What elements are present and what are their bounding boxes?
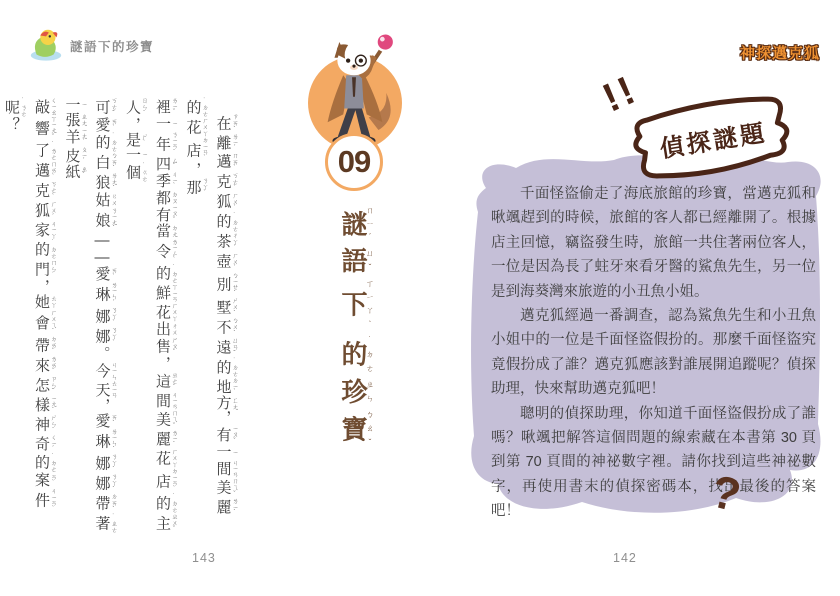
puzzle-paragraph: 千面怪盜偷走了海底旅館的珍寶，當邁克狐和啾颯趕到的時候，旅館的客人都已經離開了。根據店主回憶，竊盜發生時，旅館一共住著兩位客人，一位是因為長了蛀牙來看牙醫的鯊魚先生，另一位是到海葵灣來旅遊的小丑魚小姐。 <box>491 186 816 300</box>
puzzle-paragraph: 邁克狐經過一番調查，認為鯊魚先生和小丑魚小姐中的一位是千面怪盜假扮的。那麼千面怪盜究竟假扮成了誰？邁克狐應該對誰展開追蹤呢？偵探助理，快來幫助邁克狐吧！ <box>491 308 816 398</box>
chapter-title: 謎ㄇㄧˊ語ㄩˇ下ㄒㄧㄚˋ的˙ㄉㄜ珍ㄓㄣ寶ㄅㄠˇ <box>338 206 375 453</box>
chapter-number-badge <box>325 133 383 191</box>
banner-label: 偵探謎題 <box>658 119 769 163</box>
text-column: 在 ㄗㄞˋ離 ㄌㄧˊ邁 ㄇㄞˋ克 ㄎㄜˋ狐 ㄏㄨˊ的 ˙ㄉㄜ茶 ㄔㄚˊ壺 ㄏㄨˊ別 ㄅㄧㄝˊ墅 ㄕㄨˋ不 ㄅㄨˋ遠 ㄩㄢˇ的 ˙ㄉㄜ地 ㄉㄧˋ方 ㄈㄤ，有 ㄧㄡˇ一 ㄧ間 ㄐㄧㄢ美 ㄇㄟˇ麗 ㄌㄧˋ的 ˙ㄉㄜ花 ㄏㄨㄚ店 ㄉㄧㄢˋ，那 ㄋㄚˋ <box>184 97 238 516</box>
puzzle-paragraph: 聰明的偵探助理，你知道千面怪盜假扮成了誰嗎？啾颯把解答這個問題的線索藏在本書第 30 頁到第 70 頁間的神祕數字裡。請你找到這些神祕數字，再使用書末的偵探密碼本，找出最後的答案吧！ <box>491 405 816 520</box>
exclamation-marks-decoration: !! <box>596 67 644 121</box>
right-page-number: 142 <box>613 551 637 565</box>
question-mark-decoration: ? <box>706 464 746 522</box>
text-column: 敲 ㄑㄧㄠ響 ㄒㄧㄤˇ了 ˙ㄌㄜ邁 ㄇㄞˋ克 ㄎㄜˋ狐 ㄏㄨˊ家 ㄐㄧㄚ的 ˙ㄉㄜ門 ㄇㄣˊ，她 ㄊㄚ會 ㄏㄨㄟˋ帶 ㄉㄞˋ來 ㄌㄞˊ怎 ㄗㄣˇ樣 ㄧㄤˋ神 ㄕㄣˊ奇 ㄑㄧˊ的 ˙ㄉㄜ案 ㄢˋ件 ㄐㄧㄢˋ呢 ˙ㄋㄜ？ <box>3 97 57 513</box>
puzzle-text-block <box>491 182 816 524</box>
left-page-number: 143 <box>192 551 216 565</box>
book-title: 謎語下的珍寶 <box>70 40 155 54</box>
chapter-number: 09 <box>337 144 371 179</box>
duck-mascot-logo-icon <box>27 26 65 62</box>
story-text-block <box>3 97 238 533</box>
text-column: 可 ㄎㄜˇ愛 ㄞˋ的 ˙ㄉㄜ白 ㄅㄞˊ狼 ㄌㄤˊ姑 ㄍㄨ娘 ㄋㄧㄤˊ——愛 ㄞˋ琳 ㄌㄧㄣˊ娜 ㄋㄚˋ娜 ㄋㄚˋ。今 ㄐㄧㄣ天 ㄊㄧㄢ，愛 ㄞˋ琳 ㄌㄧㄣˊ娜 ㄋㄚˋ娜 ㄋㄚˋ帶 ㄉㄞˋ著 ˙ㄓㄜ一 ㄧ張 ㄓㄤ羊 ㄧㄤˊ皮 ㄆㄧˊ紙 ㄓˇ <box>63 97 117 533</box>
series-label: 神探邁克狐 <box>739 45 820 62</box>
text-column: 裡 ㄌㄧˇ一 ㄧ年 ㄋㄧㄢˊ四 ㄙˋ季 ㄐㄧˋ都 ㄉㄡ有 ㄧㄡˇ當 ㄉㄤ令 ㄌㄧㄥˋ的 ˙ㄉㄜ鮮 ㄒㄧㄢ花 ㄏㄨㄚ出 ㄔㄨ售 ㄕㄡˋ，這 ㄓㄜˋ間 ㄐㄧㄢ美 ㄇㄟˇ麗 ㄌㄧˋ花 ㄏㄨㄚ店 ㄉㄧㄢˋ的 ˙ㄉㄜ主 ㄓㄨˇ人 ㄖㄣˊ，是 ㄕˋ一 ㄧ個 ˙ㄍㄜ <box>124 97 178 533</box>
